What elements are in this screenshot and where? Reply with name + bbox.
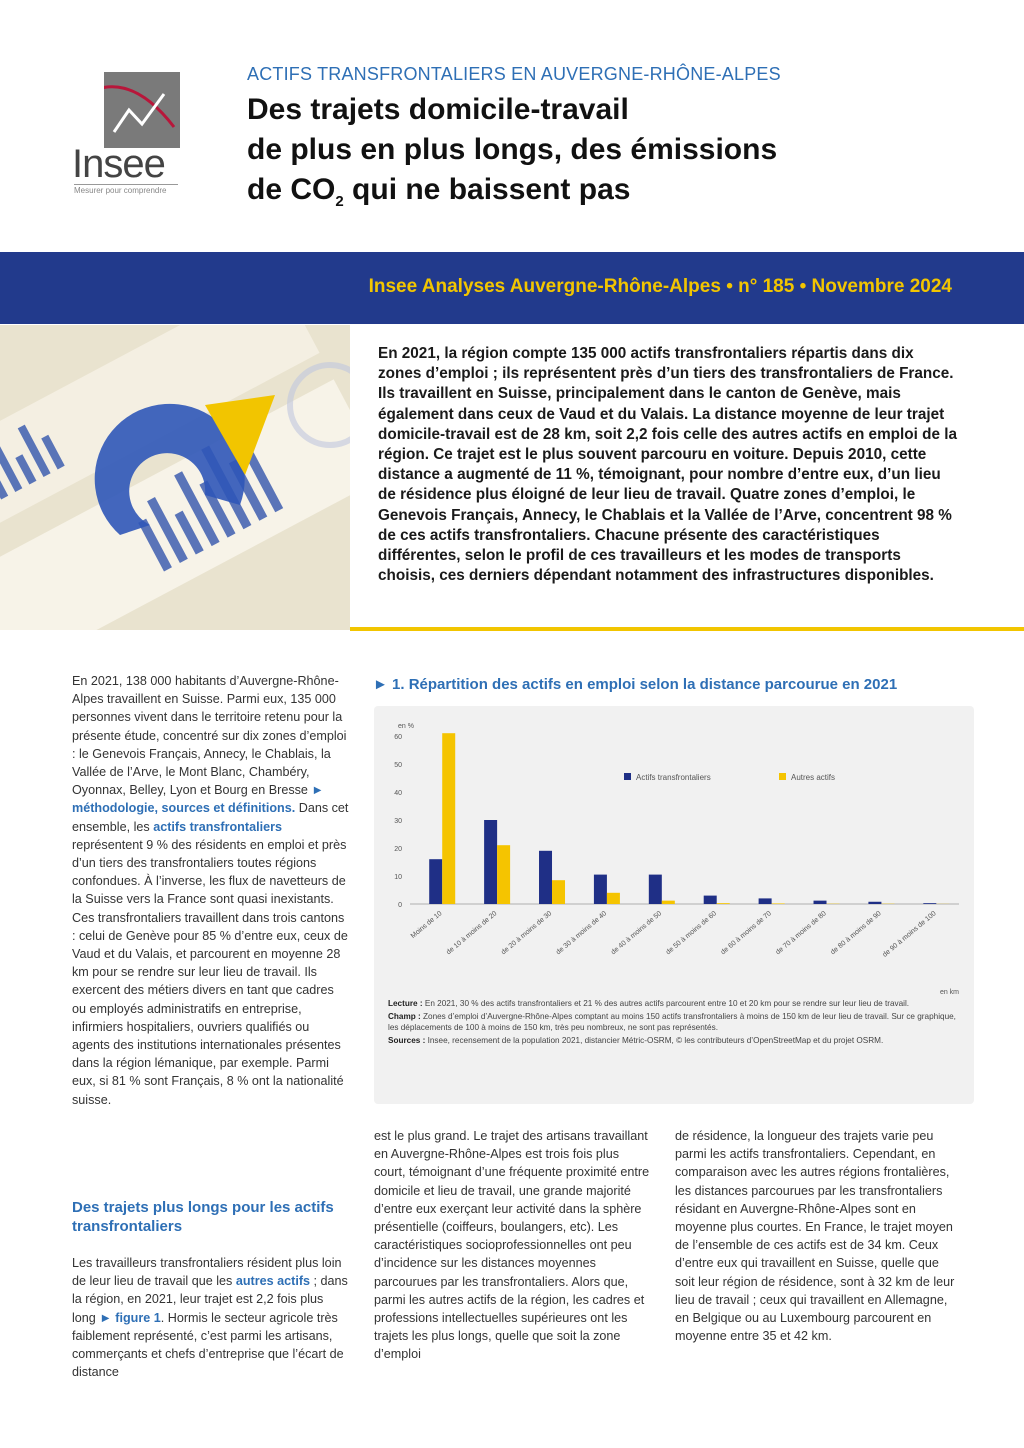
body-text: représentent 9 % des résidents en emploi et près d’un tiers des transfrontaliers toutes régions confondues. À l’inverse, les flux de navetteurs de la Suisse vers la France sont quasi inexistants. Ces transfrontaliers travaillent dans trois cantons : celui de Genève pour 85 % d’entre eux, ceux de Vaud et du Valais, et parcourent en moyenne 28 km pour se rendre sur leur lieu de travail. Ils exercent des métiers divers en tant que cadres ou employés administratifs en entreprise, infirmiers hospitaliers, ouvriers qualifiés ou agents des institutions internationales présentes dans la région lémanique, par exemple. Parmi eux, si 81 % sont Français, 8 % ont la nationalité suisse. bbox=[72, 837, 348, 1107]
body-column-1a bbox=[72, 672, 350, 1109]
legend-label-1: Autres actifs bbox=[791, 773, 836, 782]
x-tick-label: de 60 à moins de 70 bbox=[719, 910, 773, 957]
bar-autres-1 bbox=[497, 845, 510, 904]
y-tick-label: 40 bbox=[394, 790, 402, 797]
bar-autres-5 bbox=[717, 903, 730, 904]
x-tick-label: de 80 à moins de 90 bbox=[829, 910, 883, 957]
y-tick-label: 10 bbox=[394, 874, 402, 881]
kicker: ACTIFS TRANSFRONTALIERS EN AUVERGNE-RHÔNE-ALPES bbox=[247, 64, 781, 84]
legend-label-0: Actifs transfrontaliers bbox=[636, 773, 711, 782]
title-line-1: Des trajets domicile-travail bbox=[247, 93, 629, 126]
publication-reference: Insee Analyses Auvergne-Rhône-Alpes • n° 185 • Novembre 2024 bbox=[368, 276, 952, 297]
figure-title: ► 1. Répartition des actifs en emploi selon la distance parcourue en 2021 bbox=[373, 676, 898, 693]
bar-autres-2 bbox=[552, 880, 565, 904]
title-line-2: de plus en plus longs, des émissions bbox=[247, 133, 778, 166]
title-line-3: de CO bbox=[247, 173, 336, 206]
bar-transfrontaliers-1 bbox=[484, 820, 497, 904]
y-tick-label: 20 bbox=[394, 846, 402, 853]
figure-panel bbox=[374, 706, 974, 1104]
body-column-1b bbox=[72, 1254, 350, 1381]
legend-swatch-0 bbox=[624, 773, 631, 780]
insee-logo bbox=[72, 72, 184, 196]
body-text: En 2021, 138 000 habitants d’Auvergne-Rhône-Alpes travaillent en Suisse. Parmi eux, 135 000 personnes vivent dans le territoire retenu pour la présente étude, concentré sur dix zones d’emploi : le Genevois Français, Annecy, le Chablais, la Vallée de l’Arve, le Mont Blanc, Chambéry, Oyonnax, Belley, Lyon et Bourg en Bresse bbox=[72, 674, 347, 798]
bar-transfrontaliers-5 bbox=[704, 896, 717, 904]
logo-wordmark: Insee bbox=[72, 142, 165, 186]
bar-autres-0 bbox=[442, 733, 455, 904]
bar-transfrontaliers-2 bbox=[539, 851, 552, 904]
body-text: . Hormis le secteur agricole très faiblement représenté, c’est parmi les artisans, commerçants et chefs d’entreprise que l’écart de distance bbox=[72, 1310, 344, 1380]
bar-chart bbox=[374, 706, 974, 1006]
legend-swatch-1 bbox=[779, 773, 786, 780]
title-line-3-end: qui ne baissent pas bbox=[343, 173, 631, 206]
champ-label: Champ : bbox=[388, 1011, 421, 1021]
lecture-text: En 2021, 30 % des actifs transfrontaliers et 21 % des autres actifs parcourent entre 10 et 20 km pour se rendre sur leur lieu de travail. bbox=[422, 999, 910, 1008]
y-tick-label: 50 bbox=[394, 762, 402, 769]
page-title bbox=[247, 90, 967, 222]
x-tick-label: de 70 à moins de 80 bbox=[774, 910, 828, 957]
body-text: Les travailleurs transfrontaliers résident plus loin de leur lieu de travail que les bbox=[72, 1256, 342, 1289]
body-column-3: de résidence, la longueur des trajets varie peu parmi les actifs transfrontaliers. Cependant, en comparaison avec les autres régions frontalières, les distances parcourues par les transfrontaliers résidant en Auvergne-Rhône-Alpes sont en moyenne plus courtes. En France, le trajet moyen de l’ensemble de ces actifs est de 34 km. Ceux d’entre eux qui travaillent en Suisse, quelle que soit leur région de résidence, sont à 32 km de leur lieu de travail ; ceux qui travaillent en Allemagne, en Belgique ou au Luxembourg parcourent en moyenne entre 35 et 42 km. bbox=[675, 1129, 955, 1344]
bar-autres-3 bbox=[607, 893, 620, 904]
x-tick-label: de 10 à moins de 20 bbox=[445, 910, 499, 957]
sources-label: Sources : bbox=[388, 1035, 426, 1045]
champ-text: Zones d’emploi d’Auvergne-Rhône-Alpes comptant au moins 150 actifs transfrontaliers à moins de 150 km de leur lieu de travail. Sur ce graphique, les déplacements de 100 à moins de 150 km, très peu nombreux, ne sont pas représentés. bbox=[388, 1011, 956, 1032]
bar-transfrontaliers-7 bbox=[814, 901, 827, 904]
definition-link-autres-actifs[interactable]: autres actifs bbox=[235, 1274, 311, 1289]
bar-transfrontaliers-4 bbox=[649, 875, 662, 904]
body-text: ; dans la région, en 2021, leur trajet est 2,2 fois plus long bbox=[72, 1274, 348, 1325]
logo-mark bbox=[104, 72, 180, 148]
bar-autres-4 bbox=[662, 901, 675, 904]
methodology-link[interactable]: ► méthodologie, sources et définitions. bbox=[72, 783, 324, 816]
y-tick-label: 60 bbox=[394, 734, 402, 741]
x-tick-label: de 30 à moins de 40 bbox=[555, 910, 609, 957]
bar-transfrontaliers-6 bbox=[759, 898, 772, 904]
y-tick-label: 0 bbox=[398, 902, 402, 909]
bar-transfrontaliers-8 bbox=[868, 902, 881, 904]
x-axis-unit: en km bbox=[939, 989, 959, 996]
x-tick-label: de 40 à moins de 50 bbox=[610, 910, 664, 957]
figure-notes bbox=[388, 998, 960, 1047]
figure-link[interactable]: ► figure 1 bbox=[99, 1310, 161, 1325]
logo-tagline: Mesurer pour comprendre bbox=[74, 184, 178, 195]
bar-transfrontaliers-0 bbox=[429, 859, 442, 904]
bar-transfrontaliers-9 bbox=[923, 903, 936, 904]
body-text: Dans cet ensemble, les bbox=[72, 801, 349, 834]
bar-transfrontaliers-3 bbox=[594, 875, 607, 904]
definition-link-transfrontaliers[interactable]: actifs transfrontaliers bbox=[153, 819, 282, 834]
y-axis-unit: en % bbox=[398, 723, 414, 730]
title-subscript: 2 bbox=[335, 193, 344, 210]
section-heading: Des trajets plus longs pour les actifs transfrontaliers bbox=[72, 1199, 334, 1235]
x-tick-label: de 20 à moins de 30 bbox=[500, 910, 554, 957]
body-column-2: est le plus grand. Le trajet des artisans travaillant en Auvergne-Rhône-Alpes est trois fois plus court, témoignant d’une fréquente proximité entre domicile et lieu de travail, une grande majorité d’entre eux exerçant leur activité dans la sphère présentielle (coiffeurs, boulangers, etc). Les caractéristiques socioprofessionnelles ont peu d’incidence sur les distances moyennes parcourues par les transfrontaliers. Alors que, parmi les autres actifs de la région, les cadres et professions intellectuelles supérieures ont les trajets les plus longs, quelle que soit la zone d’emploi bbox=[374, 1129, 650, 1362]
abstract-divider bbox=[350, 627, 1024, 631]
bar-autres-6 bbox=[772, 903, 785, 904]
lecture-label: Lecture : bbox=[388, 999, 423, 1008]
y-tick-label: 30 bbox=[394, 818, 402, 825]
x-tick-label: de 50 à moins de 60 bbox=[664, 910, 719, 957]
sources-text: Insee, recensement de la population 2021, distancier Métric-OSRM, © les contributeurs d’OpenStreetMap et du projet OSRM. bbox=[425, 1035, 884, 1045]
x-tick-label: Moins de 10 bbox=[409, 910, 444, 941]
abstract: En 2021, la région compte 135 000 actifs transfrontaliers répartis dans dix zones d’emploi ; ils représentent près d’un tiers des transfrontaliers de France. Ils travaillent en Suisse, principalement dans le canton de Genève, mais également dans ceux de Vaud et du Valais. La distance moyenne de leur trajet domicile-travail est de 28 km, soit 2,2 fois celle des autres actifs en emploi de la région. Ce trajet est le plus souvent parcouru en voiture. Depuis 2010, cette distance a augmenté de 11 %, témoignant, pour nombre d’entre eux, d’un lieu de résidence plus éloigné de leur lieu de travail. Quatre zones d’emploi, le Genevois Français, Annecy, le Chablais et la Vallée de l’Arve, concentrent 98 % de ces actifs transfrontaliers. Chacune présente des caractéristiques différentes, selon le profil de ces travailleurs et les modes de transports choisis, ces derniers dépendant notamment des infrastructures disponibles. bbox=[378, 345, 957, 585]
logo-curve-icon bbox=[104, 72, 180, 148]
x-tick-label: de 90 à moins de 100 bbox=[881, 910, 938, 959]
cover-photo bbox=[0, 325, 350, 630]
